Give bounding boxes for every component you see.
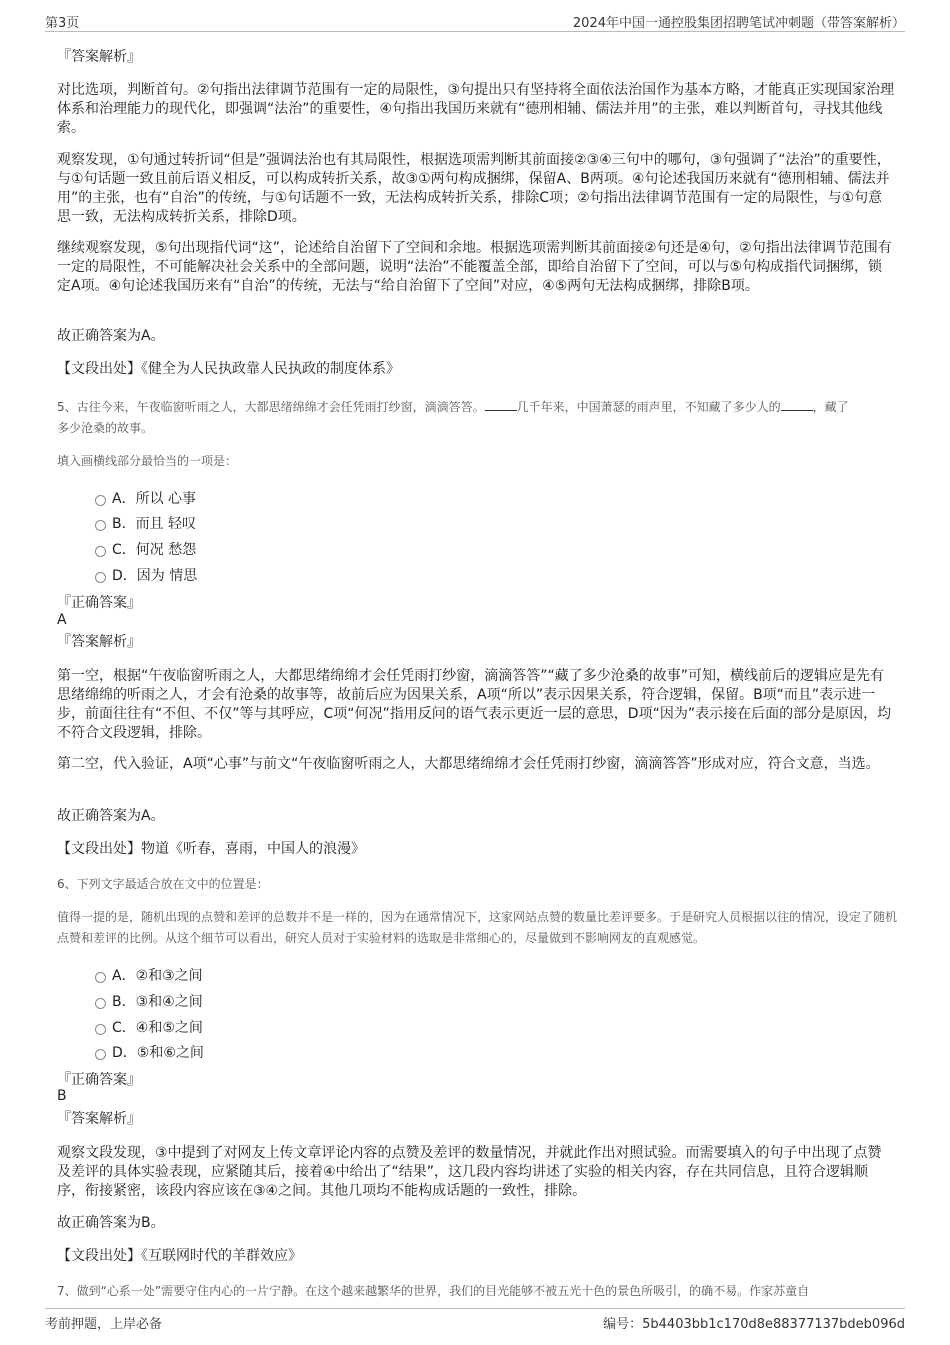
conclusion: 故正确答案为A。 (57, 328, 165, 344)
analysis-label: 『答案解析』 (57, 634, 141, 650)
option-a[interactable]: A．②和③之间 (95, 965, 203, 985)
question-stem: 5、古往今来，午夜临窗听雨之人，大都思绪绵绵才会任凭雨打纱窗，滴滴答答。 几千年来，中国萧瑟的雨声里，不知藏了多少人的 ，藏了多少沧桑的故事。 (57, 400, 849, 435)
analysis-label: 『答案解析』 (57, 49, 141, 65)
option-c[interactable]: C．何况 愁怨 (95, 539, 196, 559)
conclusion: 故正确答案为B。 (57, 1215, 165, 1231)
header-divider (45, 31, 905, 32)
analysis-paragraph: 第二空，代入验证，A项“心事”与前文“午夜临窗听雨之人，大都思绪绵绵才会任凭雨打纱窗，滴滴答答”形成对应，符合文意，当选。 (57, 756, 880, 772)
question-stem: 6、下列文字最适合放在文中的位置是： (57, 877, 269, 891)
option-d[interactable]: D．因为 情思 (95, 565, 197, 585)
source: 【文段出处】物道《听春，喜雨，中国人的浪漫》 (57, 841, 365, 857)
option-a[interactable]: A．所以 心事 (95, 488, 196, 508)
radio-icon[interactable] (95, 972, 106, 983)
analysis-paragraph: 继续观察发现，⑤句出现指代词“这”，论述给自治留下了空间和余地。根据选项需判断其前面接②句还是④句，②句指出法律调节范围有一定的局限性，不可能解决社会关系中的全部问题，说明“法治”不能覆盖全部，即给自治留下了空间，可以与⑤句构成指代词捆绑，锁定A项。④句论述我国历来有“自治”的传统，无法与“给自治留下了空间”对应，④⑤两句无法构成捆绑，排除B项。 (57, 240, 892, 294)
option-b[interactable]: B．③和④之间 (95, 991, 203, 1011)
source: 【文段出处】《互联网时代的羊群效应》 (57, 1248, 302, 1264)
analysis-paragraph: 观察文段发现，③中提到了对网友上传文章评论内容的点赞及差评的数量情况，并就此作出对照试验。而需要填入的句子中出现了点赞及差评的具体实验表现，应紧随其后，接着④中给出了“结果”，这几段内容均讲述了实验的相关内容，存在共同信息，且符合逻辑顺序，衔接紧密，该段内容应该在③④之间。其他几项均不能构成话题的一致性，排除。 (57, 1145, 882, 1199)
answer: A (57, 612, 67, 628)
answer-label: 『正确答案』 (57, 1072, 141, 1088)
option-d[interactable]: D．⑤和⑥之间 (95, 1042, 204, 1062)
conclusion: 故正确答案为A。 (57, 808, 165, 824)
question-passage: 值得一提的是，随机出现的点赞和差评的总数并不是一样的，因为在通常情况下，这家网站点赞的数量比差评要多。于是研究人员根据以往的情况，设定了随机点赞和差评的比例。从这个细节可以看出，研究人员对于实验材料的选取是非常细心的，尽量做到不影响网友的直观感觉。 (57, 910, 898, 945)
analysis-label: 『答案解析』 (57, 1111, 141, 1127)
option-c[interactable]: C．④和⑤之间 (95, 1017, 203, 1037)
analysis-paragraph: 观察发现，①句通过转折词“但是”强调法治也有其局限性，根据选项需判断其前面接②③④三句中的哪句，③句强调了“法治”的重要性，与①句话题一致且前后语义相反，可以构成转折关系，故③①两句构成捆绑，保留A、B两项。④句论述我国历来就有“德刑相辅、儒法并用”的主张，也有“自治”的传统，与①句话题不一致，无法构成转折关系，排除C项；②句指出法律调节范围有一定的局限性，与①句意思一致，无法构成转折关系，排除D项。 (57, 152, 891, 225)
document-title: 2024年中国一通控股集团招聘笔试冲刺题（带答案解析） (572, 16, 905, 31)
question-prompt: 填入画横线部分最恰当的一项是： (57, 454, 238, 468)
radio-icon[interactable] (95, 1024, 106, 1035)
page-number: 第3页 (45, 16, 80, 31)
radio-icon[interactable] (95, 572, 106, 583)
footer-divider (45, 1308, 905, 1309)
radio-icon[interactable] (95, 546, 106, 557)
analysis-paragraph: 第一空，根据“午夜临窗听雨之人，大都思绪绵绵才会任凭雨打纱窗，滴滴答答”“藏了多少沧桑的故事”可知，横线前后的逻辑应是先有思绪绵绵的听雨之人，才会有沧桑的故事等，故前后应为因果关系，A项“所以”表示因果关系，符合逻辑，保留。B项“而且”表示进一步，前面往往有“不但、不仅”等与其呼应，C项“何况”指用反问的语气表示更近一层的意思，D项“因为”表示接在后面的部分是原因，均不符合文段逻辑，排除。 (57, 668, 892, 741)
radio-icon[interactable] (95, 1049, 106, 1060)
radio-icon[interactable] (95, 495, 106, 506)
answer: B (57, 1088, 67, 1104)
question-stem: 7、做到“心系一处”需要守住内心的一片宁静。在这个越来越繁华的世界，我们的目光能够不被五光十色的景色所吸引，的确不易。作家苏童自 (57, 1284, 810, 1298)
radio-icon[interactable] (95, 520, 106, 531)
option-b[interactable]: B．而且 轻叹 (95, 513, 196, 533)
footer-slogan: 考前押题，上岸必备 (45, 1317, 163, 1332)
analysis-paragraph: 对比选项，判断首句。②句指出法律调节范围有一定的局限性，③句提出只有坚持将全面依法治国作为基本方略，才能真正实现国家治理体系和治理能力的现代化，即强调“法治”的重要性，④句指出我国历来就有“德刑相辅、儒法并用”的主张，难以判断首句，寻找其他线索。 (57, 82, 895, 136)
answer-label: 『正确答案』 (57, 595, 141, 611)
document-id: 编号：5b4403bb1c170d8e88377137bdeb096d (603, 1317, 905, 1332)
source: 【文段出处】《健全为人民执政靠人民执政的制度体系》 (57, 361, 400, 377)
radio-icon[interactable] (95, 998, 106, 1009)
